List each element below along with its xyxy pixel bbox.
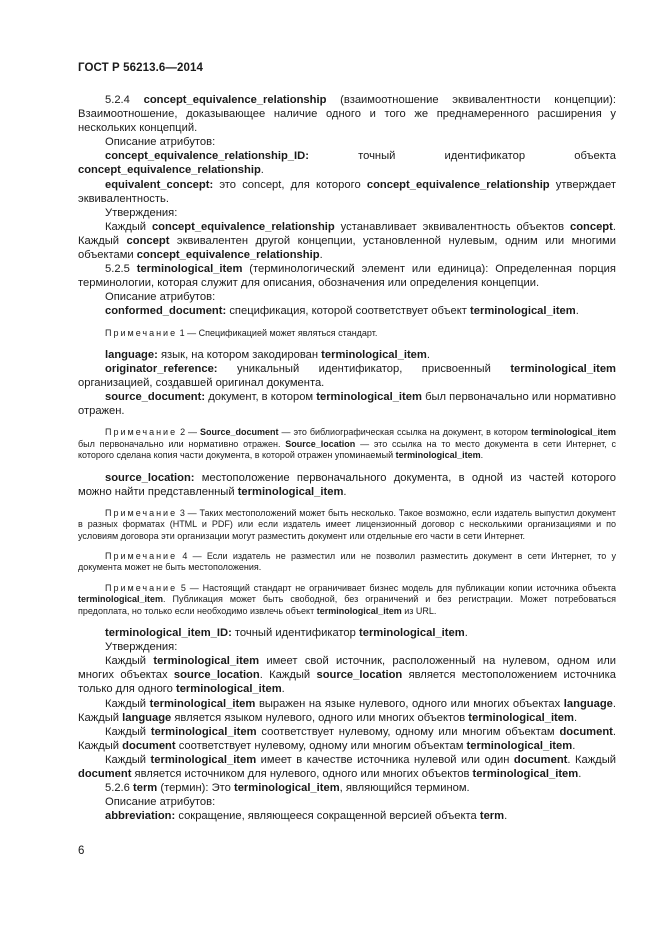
term: source_location — [316, 669, 403, 682]
term: document — [559, 725, 613, 738]
term: concept_equivalence_relationship — [78, 164, 261, 177]
text: . — [573, 711, 578, 724]
text: — это ссылка на то место документа в сети Интернет, с которого сделана копия части документа, в которой отражен упоминаемый — [78, 438, 616, 461]
note-label: Примечание — [105, 551, 178, 561]
note-label: Примечание — [105, 582, 178, 593]
text: . Публикация может быть свободной, без ограничений и без регистрации. Может потребоваться предоплата, но только если необходимо извлечь объект — [78, 594, 616, 616]
text: . — [504, 810, 508, 823]
section-5-2-6 — [78, 781, 616, 795]
text: эквивалентен другой концепции, установленной нулевым, одним или многими объектами — [78, 234, 616, 262]
term: terminological_item — [153, 655, 260, 668]
attribute-item — [78, 304, 616, 318]
text: выражен на языке нулевого, одного или многих объектах — [255, 697, 564, 710]
attribute-name: source_location: — [105, 471, 195, 484]
text: . — [319, 249, 323, 262]
text: — это библиографическая ссылка на документ, в котором — [278, 427, 531, 438]
term: terminological_item — [150, 753, 257, 766]
term: terminological_item — [466, 739, 573, 752]
statement-paragraph — [78, 753, 616, 781]
note-text: — Таких местоположений может быть несколько. Такое возможно, если издатель выпустил документ в разных форматах (HTML и PDF) или если издатель имеет лицензионный договор с несколькими организациями и по условиям договора эти организации могут разместить документ или отдельные его части в сети Интернет. — [78, 507, 616, 541]
text: . — [343, 485, 347, 498]
term: concept_equivalence_relationship — [136, 249, 320, 262]
term: document — [513, 753, 568, 766]
term: terminological_item — [237, 485, 344, 498]
text: Каждый — [105, 655, 154, 668]
text: . — [464, 627, 468, 640]
term: terminological_item — [78, 594, 164, 605]
section-number: 5.2.4 — [105, 94, 130, 106]
definition-text: (взаимоотношение эквивалентности концепции): Взаимоотношение, доказывающее наличие одного и того же преднамеренного расширения у нескольких концепций. — [78, 94, 616, 135]
term: concept — [569, 220, 613, 233]
note-text: — Спецификацией может являться стандарт. — [184, 327, 378, 338]
text: является языком нулевого, одного или многих объектов — [171, 711, 469, 724]
term: terminological_item — [468, 711, 574, 724]
text: Каждый — [105, 697, 150, 710]
attribute-item — [78, 348, 616, 362]
note-number: 1 — [179, 327, 185, 338]
attribute-item — [78, 178, 616, 206]
text: утверждает эквивалентность. — [78, 178, 616, 205]
section-5-2-5 — [78, 262, 616, 290]
term: language — [563, 697, 613, 710]
note-3 — [78, 508, 616, 542]
text: . — [426, 348, 430, 361]
text: документ, в котором — [205, 391, 317, 404]
text: . — [572, 739, 576, 752]
term: term — [479, 810, 505, 823]
statement-paragraph — [78, 725, 616, 753]
statement-paragraph — [78, 654, 616, 696]
text: устанавливает эквивалентность объектов — [334, 220, 570, 233]
term: terminological_item — [530, 427, 616, 438]
attribute-name: language: — [105, 348, 158, 361]
term: terminological_item — [175, 683, 282, 696]
statement-paragraph — [78, 697, 616, 725]
text: . — [281, 683, 285, 696]
text: это concept, для которого — [213, 178, 367, 191]
term: Source_location — [285, 438, 356, 449]
text: . — [480, 450, 484, 461]
attributes-heading: Описание атрибутов: — [105, 796, 216, 809]
statement-paragraph — [78, 220, 616, 262]
text: организацией, создавшей оригинал документа. — [78, 377, 325, 390]
text: . Каждый — [78, 697, 616, 724]
attribute-name: conformed_document: — [105, 305, 227, 318]
term: Source_document — [200, 427, 279, 438]
text: , являющийся термином. — [339, 782, 470, 795]
term: concept_equivalence_relationship — [151, 220, 335, 233]
text: — Настоящий стандарт не ограничивает бизнес модель для публикации копии источника объекта — [185, 582, 616, 593]
text: (термин): Это — [157, 782, 234, 795]
page-number: 6 — [78, 845, 85, 857]
text: . — [575, 305, 579, 318]
text: Каждый — [105, 220, 152, 233]
text: язык, на котором закодирован — [157, 348, 322, 361]
note-text: — Если издатель не разместил или не позволил разместить документ в сети Интернет, то у документа может не быть местоположения. — [78, 551, 616, 573]
text: местоположение первоначального документа, в одной из частей которого можно найти представленный — [78, 471, 616, 498]
attribute-name: abbreviation: — [105, 810, 176, 823]
section-number: 5.2.6 — [105, 782, 130, 795]
note-label: Примечание — [105, 507, 178, 518]
text: Каждый — [105, 753, 151, 766]
attribute-item — [78, 149, 616, 177]
statements-heading: Утверждения: — [105, 206, 178, 219]
attribute-item — [78, 809, 616, 823]
note-number: 5 — [180, 582, 186, 593]
text: сокращение, являющееся сокращенной версией объекта — [175, 810, 480, 823]
note-number: 4 — [182, 551, 188, 561]
attribute-name: originator_reference: — [105, 363, 218, 375]
statements-heading: Утверждения: — [105, 641, 178, 654]
note-number: 2 — [180, 427, 186, 438]
term: concept — [126, 234, 170, 247]
attribute-name: source_document: — [105, 391, 206, 404]
text: — — [185, 427, 201, 438]
text: . Каждый — [78, 220, 616, 247]
text: из URL. — [401, 605, 437, 616]
term: concept_equivalence_relationship — [366, 178, 550, 191]
term: terminological_item — [321, 348, 427, 361]
term: document — [122, 739, 176, 752]
text: имеет свой источник, расположенный на нулевом, одном или многих объектах — [78, 655, 616, 682]
page-body — [78, 93, 616, 823]
term: terminological_item — [149, 697, 256, 710]
text: был первоначально или нормативно отражен. — [78, 438, 286, 449]
text: спецификация, которой соответствует объект — [226, 305, 471, 318]
note-4 — [78, 551, 616, 574]
term: terminological_item — [233, 782, 340, 795]
term: source_location — [173, 669, 260, 682]
text: . Каждый — [259, 669, 317, 682]
section-5-2-4 — [78, 93, 616, 135]
text: соответствует нулевому, одному или многим объектам — [175, 739, 467, 752]
attribute-item — [78, 362, 616, 390]
term: terminological_item — [472, 767, 579, 780]
attribute-item — [78, 626, 616, 640]
text: был первоначально или нормативно отражен. — [78, 391, 616, 418]
note-label: Примечание — [105, 327, 178, 338]
text: . Каждый — [567, 753, 616, 766]
text: . Каждый — [78, 725, 616, 752]
text: Каждый — [105, 725, 151, 738]
text: точный идентификатор объекта — [308, 150, 616, 163]
text: является источником для нулевого, одного или многих объектов — [131, 767, 473, 780]
note-label: Примечание — [105, 427, 178, 438]
term: terminological_item — [150, 725, 257, 738]
term: terminological_item — [395, 450, 481, 461]
term: language — [122, 711, 172, 724]
text: уникальный идентификатор, присвоенный — [217, 363, 511, 375]
attributes-heading: Описание атрибутов: — [105, 291, 216, 304]
text: точный идентификатор — [231, 627, 359, 640]
note-number: 3 — [179, 507, 185, 518]
text: . — [260, 164, 264, 177]
term: terminological_item — [316, 605, 402, 616]
attribute-item — [78, 390, 616, 418]
section-number: 5.2.5 — [105, 263, 130, 276]
note-2 — [78, 427, 616, 461]
text: соответствует нулевому, одному или многим объектам — [256, 725, 560, 738]
term: terminological_item — [510, 363, 616, 375]
text: является местоположением источника только для одного — [78, 669, 616, 696]
definition-text: (терминологический элемент или единица): Определенная порция терминологии, которая служит для описания, обозначения или определения концепции. — [78, 263, 616, 290]
attribute-item — [78, 471, 616, 499]
attributes-heading: Описание атрибутов: — [105, 136, 216, 149]
term: concept_equivalence_relationship — [143, 94, 327, 106]
term: terminological_item — [470, 305, 576, 318]
term: document — [78, 767, 132, 780]
term: terminological_item — [359, 627, 465, 640]
term: terminological_item — [136, 263, 243, 276]
text: имеет в качестве источника нулевой или один — [256, 753, 514, 766]
term: terminological_item — [316, 391, 422, 404]
attribute-name: terminological_item_ID: — [105, 627, 232, 640]
standard-header: ГОСТ Р 56213.6—2014 — [78, 62, 203, 74]
note-1 — [78, 328, 616, 339]
text: . — [578, 767, 582, 780]
attribute-name: equivalent_concept: — [105, 178, 214, 191]
attribute-name: concept_equivalence_relationship_ID: — [105, 150, 309, 163]
term: term — [133, 782, 158, 795]
note-5 — [78, 583, 616, 617]
